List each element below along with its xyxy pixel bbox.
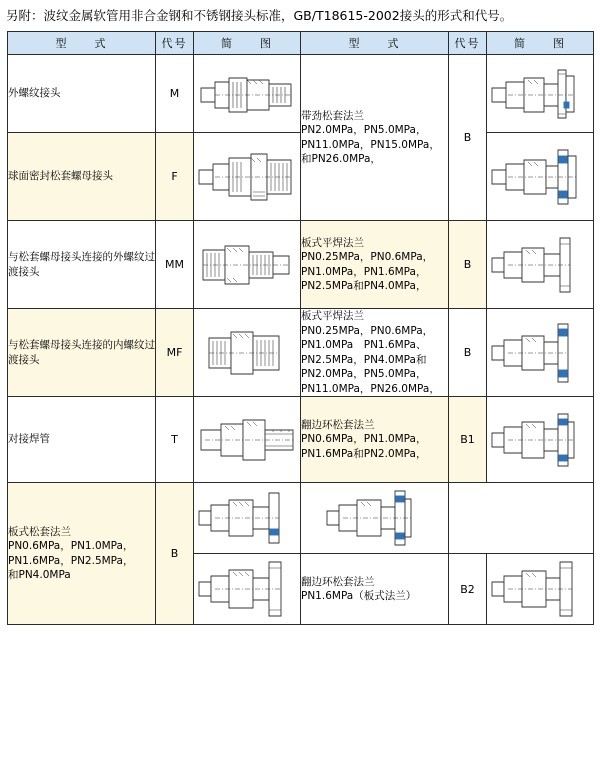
left-figure-1 [194, 133, 301, 221]
table-row [8, 397, 594, 483]
right-type-2: 板式平焊法兰 PN0.25MPa，PN0.6MPa， PN1.0MPa PN1.6MPa、 PN2.5MPa，PN4.0MPa和 PN2.0MPa，PN5.0MPa， PN11.0MPa，PN26.0MPa， [301, 309, 449, 397]
page-title: 另附：波纹金属软管用非合金钢和不锈钢接头标准，GB/T18615-2002接头的形式和代号。 [6, 8, 513, 23]
male-thread-fitting-icon [195, 58, 299, 130]
left-figure-5a [194, 483, 301, 554]
spherical-seal-union-nut-icon [195, 136, 299, 218]
left-code-4: T [156, 397, 194, 483]
left-code-1: F [156, 133, 194, 221]
table-row [8, 483, 594, 554]
flanged-ring-loose-flange-icon-2 [323, 483, 427, 553]
left-figure-2 [194, 221, 301, 309]
left-type-1: 球面密封松套螺母接头 [8, 133, 156, 221]
header-type-right: 型 式 [301, 32, 449, 55]
right-figure-1 [487, 221, 594, 309]
right-type-0: 带劲松套法兰 PN2.0MPa，PN5.0MPa， PN11.0MPa，PN15.0MPa， 和PN26.0MPa， [301, 55, 449, 221]
left-type-0: 外螺纹接头 [8, 55, 156, 133]
header-type-left: 型 式 [8, 32, 156, 55]
header-code-left: 代号 [156, 32, 194, 55]
right-code-2: B [449, 309, 487, 397]
ribbed-loose-flange-icon-2 [488, 136, 592, 218]
table-row [8, 55, 594, 133]
left-figure-4 [194, 397, 301, 483]
right-code-1: B [449, 221, 487, 309]
left-type-2: 与松套螺母接头连接的外螺纹过渡接头 [8, 221, 156, 309]
right-type-1: 板式平焊法兰 PN0.25MPa，PN0.6MPa， PN1.0MPa，PN1.6MPa， PN2.5MPa和PN4.0MPa， [301, 221, 449, 309]
flanged-ring-loose-flange-2-icon [488, 554, 592, 624]
right-figure-0b [487, 133, 594, 221]
plate-welding-flange-2-icon [488, 312, 592, 394]
left-code-2: MM [156, 221, 194, 309]
right-figure-2 [487, 309, 594, 397]
right-code-0: B [449, 55, 487, 221]
header-code-right: 代号 [449, 32, 487, 55]
female-transition-fitting-icon [195, 312, 299, 394]
right-type-4: 翻边环松套法兰 PN1.6MPa（板式法兰） [301, 554, 449, 625]
ribbed-loose-flange-icon [488, 58, 592, 130]
plate-loose-flange-icon-2 [195, 554, 299, 624]
table-header-row [8, 32, 594, 55]
left-type-4: 对接焊管 [8, 397, 156, 483]
right-code-4: B2 [449, 554, 487, 625]
left-type-5: 板式松套法兰 PN0.6MPa，PN1.0MPa， PN1.6MPa，PN2.5MPa， 和PN4.0MPa [8, 483, 156, 625]
left-type-3: 与松套螺母接头连接的内螺纹过渡接头 [8, 309, 156, 397]
flanged-ring-loose-flange-icon [488, 400, 592, 480]
left-figure-5b [194, 554, 301, 625]
left-code-0: M [156, 55, 194, 133]
left-figure-3 [194, 309, 301, 397]
table-row [8, 309, 594, 397]
right-figure-3 [487, 397, 594, 483]
plate-loose-flange-icon [195, 483, 299, 553]
plate-welding-flange-icon [488, 224, 592, 306]
male-transition-fitting-icon [195, 224, 299, 306]
left-code-5: B [156, 483, 194, 625]
butt-weld-pipe-icon [195, 400, 299, 480]
left-figure-0 [194, 55, 301, 133]
right-type-3: 翻边环松套法兰 PN0.6MPa，PN1.0MPa， PN1.6MPa和PN2.0MPa， [301, 397, 449, 483]
left-code-3: MF [156, 309, 194, 397]
header-figure-right: 简 图 [487, 32, 594, 55]
right-figure-0a [487, 55, 594, 133]
fitting-types-table [7, 31, 594, 625]
right-figure-4 [487, 554, 594, 625]
header-figure-left: 简 图 [194, 32, 301, 55]
table-row [8, 221, 594, 309]
right-figure-3b [301, 483, 449, 554]
right-code-3: B1 [449, 397, 487, 483]
